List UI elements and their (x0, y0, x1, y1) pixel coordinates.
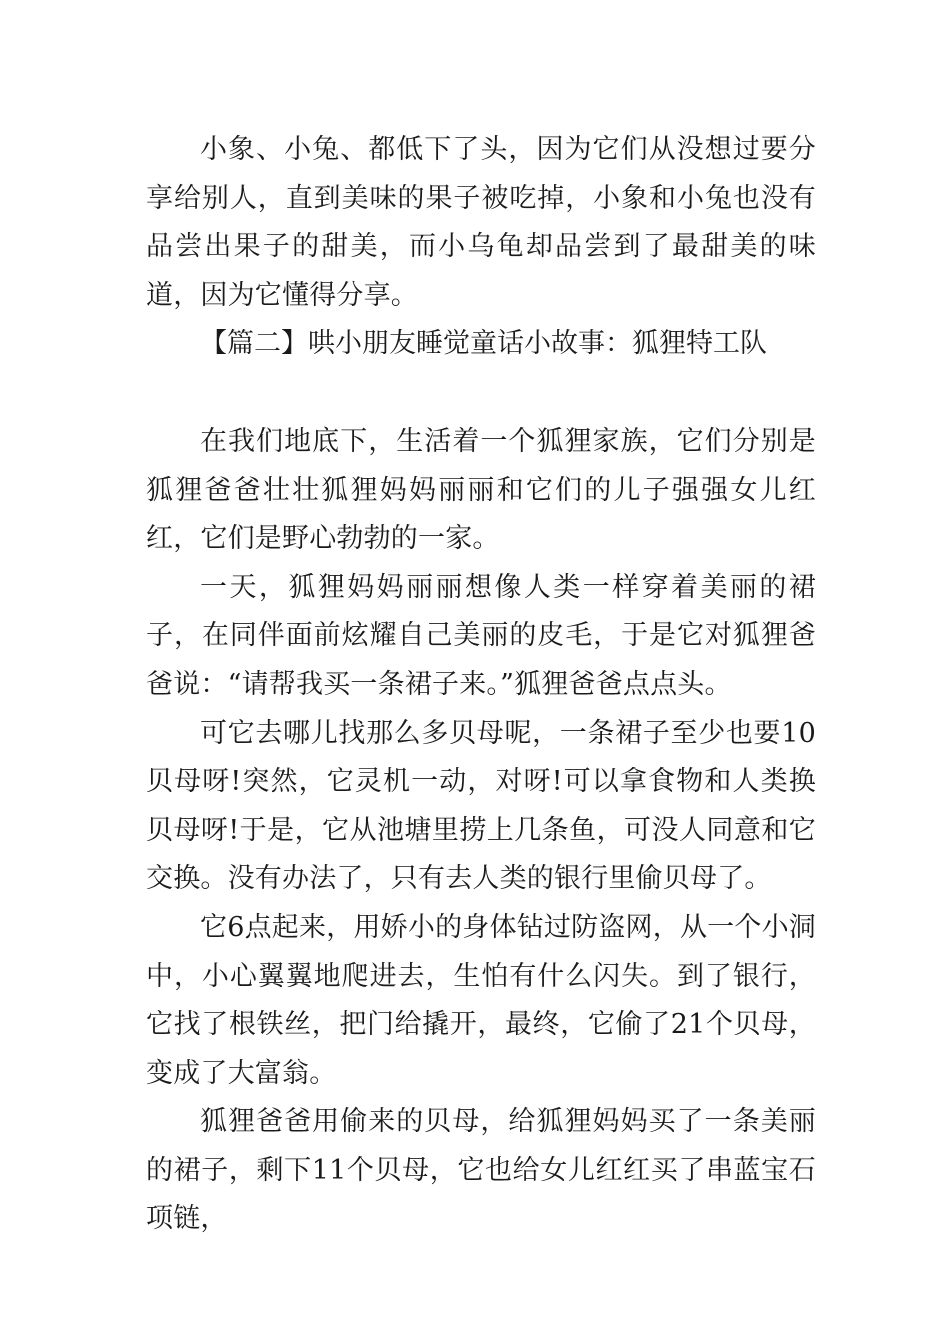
paragraph-bank-theft: 它6点起来，用娇小的身体钻过防盗网，从一个小洞中，小心翼翼地爬进去，生怕有什么闪失。到了银行，它找了根铁丝，把门给撬开，最终，它偷了21个贝母，变成了大富翁。 (146, 911, 816, 1089)
section-spacer (146, 369, 816, 418)
paragraph-shells: 可它去哪儿找那么多贝母呢，一条裙子至少也要10贝母呀!突然，它灵机一动，对呀!可以拿食物和人类换贝母呀!于是，它从池塘里捞上几条鱼，可没人同意和它交换。没有办法了，只有去人类的银行里偷贝母了。 (146, 717, 816, 895)
document-page (146, 126, 816, 1244)
paragraph-elephant-rabbit: 小象、小兔、都低下了头，因为它们从没想过要分享给别人，直到美味的果子被吃掉，小象和小兔也没有品尝出果子的甜美，而小乌龟却品尝到了最甜美的味道，因为它懂得分享。 (146, 134, 816, 311)
section-heading: 【篇二】哄小朋友睡觉童话小故事：狐狸特工队 (200, 328, 767, 360)
paragraph-buying-gifts: 狐狸爸爸用偷来的贝母，给狐狸妈妈买了一条美丽的裙子，剩下11个贝母，它也给女儿红红买了串蓝宝石项链， (146, 1106, 816, 1235)
paragraph-fox-family: 在我们地底下，生活着一个狐狸家族，它们分别是狐狸爸爸壮壮狐狸妈妈丽丽和它们的儿子强强女儿红红，它们是野心勃勃的一家。 (146, 425, 816, 555)
paragraph-fox-mother-dress: 一天，狐狸妈妈丽丽想像人类一样穿着美丽的裙子，在同伴面前炫耀自己美丽的皮毛，于是它对狐狸爸爸说：“请帮我买一条裙子来。”狐狸爸爸点点头。 (146, 571, 816, 700)
